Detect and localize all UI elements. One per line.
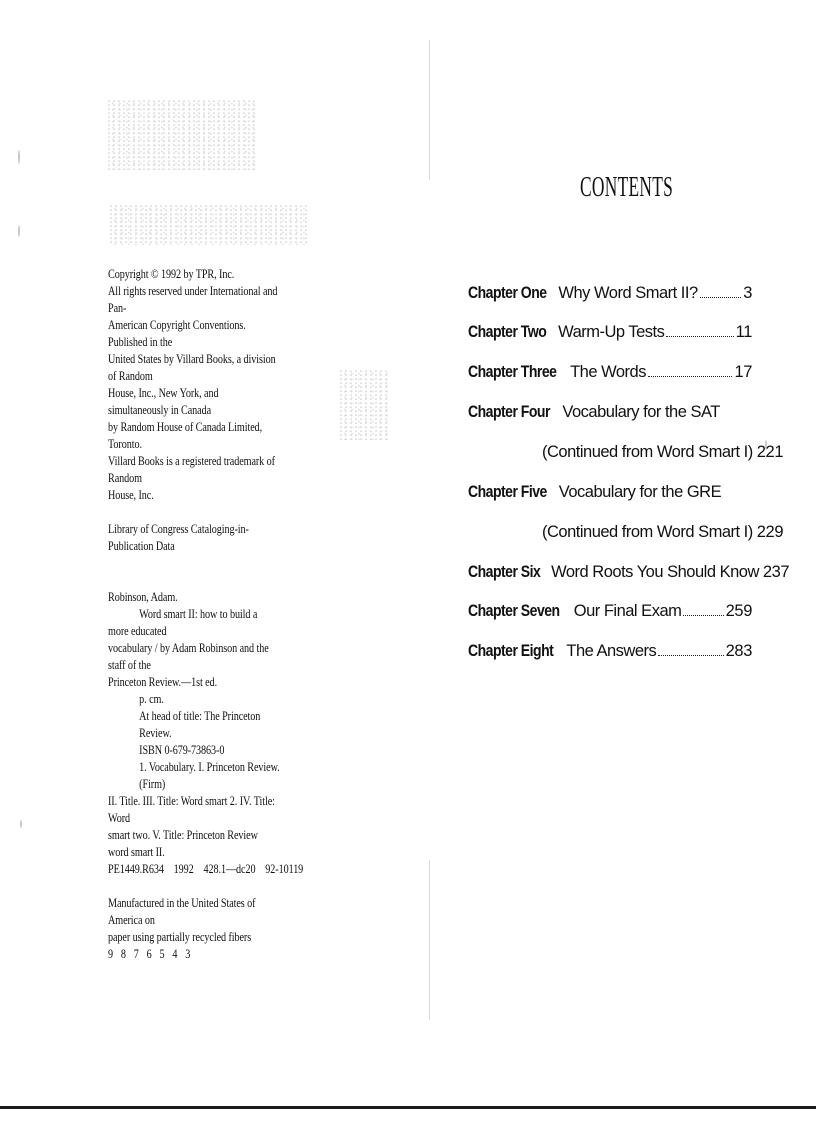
copyright-line: House, Inc., New York, and simultaneously in Canada bbox=[108, 386, 219, 417]
toc-entry-seven[interactable] bbox=[468, 599, 752, 623]
copyright-line: by Random House of Canada Limited, Toronto. bbox=[108, 420, 263, 451]
toc-page: 229 bbox=[756, 523, 784, 541]
cip-line: vocabulary / by Adam Robinson and the staff of the bbox=[108, 641, 269, 672]
toc-title: The Words bbox=[570, 363, 646, 381]
toc-entry-five[interactable] bbox=[468, 480, 752, 504]
cip-author: Robinson, Adam. bbox=[108, 590, 178, 604]
cip-line: Word smart II: how to build a more educated bbox=[108, 607, 258, 638]
cip-detail: p. cm. bbox=[139, 692, 164, 706]
toc-entry-two[interactable] bbox=[468, 320, 752, 344]
toc-page: 221 bbox=[756, 443, 784, 461]
toc-chapter: Chapter Five bbox=[468, 483, 547, 501]
toc-chapter: Chapter Four bbox=[468, 403, 550, 421]
toc-page: 11 bbox=[735, 323, 752, 341]
toc-page: 17 bbox=[734, 363, 752, 381]
toc-entry-three[interactable] bbox=[468, 360, 752, 384]
copyright-line: Copyright © 1992 by TPR, Inc. bbox=[108, 267, 235, 281]
toc-page: 259 bbox=[725, 602, 752, 620]
printing-line: 9 8 7 6 5 4 3 bbox=[108, 947, 193, 961]
cip-detail: 1. Vocabulary. I. Princeton Review. (Firm) bbox=[139, 760, 280, 791]
manufactured-line: paper using partially recycled fibers bbox=[108, 930, 252, 944]
cip-line: II. Title. III. Title: Word smart 2. IV. Title: Word bbox=[108, 794, 275, 825]
toc-chapter: Chapter One bbox=[468, 284, 547, 302]
copyright-line: Villard Books is a registered trademark of Random bbox=[108, 454, 275, 485]
contents-title: CONTENTS bbox=[580, 172, 674, 203]
toc-entry-four-continuation[interactable] bbox=[468, 440, 784, 464]
toc-title: The Answers bbox=[566, 642, 657, 660]
cip-heading: Library of Congress Cataloging-in-Publication Data bbox=[108, 522, 249, 553]
toc-chapter: Chapter Seven bbox=[468, 602, 560, 620]
toc-entry-eight[interactable] bbox=[468, 639, 752, 663]
toc-leader bbox=[648, 375, 732, 377]
copyright-line: All rights reserved under International and Pan- bbox=[108, 284, 278, 315]
toc-leader bbox=[666, 335, 733, 337]
toc-entry-four[interactable] bbox=[468, 400, 752, 424]
toc-chapter: Chapter Six bbox=[468, 563, 541, 581]
toc-chapter: Chapter Two bbox=[468, 323, 547, 341]
toc-title: Why Word Smart II? bbox=[558, 284, 698, 302]
cip-line: Princeton Review.—1st ed. bbox=[108, 675, 218, 689]
toc-title: Vocabulary for the SAT bbox=[562, 403, 720, 421]
toc-title: Our Final Exam bbox=[573, 602, 682, 620]
copyright-line: United States by Villard Books, a division of Random bbox=[108, 352, 276, 383]
toc-page: 3 bbox=[743, 284, 752, 302]
copyright-line: House, Inc. bbox=[108, 488, 154, 502]
toc-continuation: (Continued from Word Smart I) bbox=[542, 443, 753, 461]
cip-detail: ISBN 0-679-73863-0 bbox=[139, 743, 225, 757]
toc-page: 237 bbox=[762, 563, 790, 581]
manufactured-line: Manufactured in the United States of America on bbox=[108, 896, 256, 927]
toc-page: 283 bbox=[725, 642, 752, 660]
toc-title: Warm-Up Tests bbox=[558, 323, 665, 341]
toc-entry-six[interactable] bbox=[468, 560, 790, 584]
toc-chapter: Chapter Eight bbox=[468, 642, 554, 660]
toc-chapter: Chapter Three bbox=[468, 363, 557, 381]
toc-continuation: (Continued from Word Smart I) bbox=[542, 523, 753, 541]
toc-leader bbox=[658, 654, 723, 656]
cip-detail: At head of title: The Princeton Review. bbox=[139, 709, 261, 740]
toc-entry-five-continuation[interactable] bbox=[468, 520, 784, 544]
toc-title: Word Roots You Should Know bbox=[551, 563, 759, 581]
copyright-block bbox=[108, 266, 304, 963]
toc-leader bbox=[700, 296, 742, 298]
toc-leader bbox=[683, 614, 723, 616]
toc-entry-one[interactable] bbox=[468, 281, 752, 305]
copyright-line: American Copyright Conventions. Published in the bbox=[108, 318, 246, 349]
toc-title: Vocabulary for the GRE bbox=[558, 483, 722, 501]
cip-line: smart two. V. Title: Princeton Review word smart II. bbox=[108, 828, 258, 859]
cip-line: PE1449.R634 1992 428.1—dc20 92-10119 bbox=[108, 862, 304, 876]
